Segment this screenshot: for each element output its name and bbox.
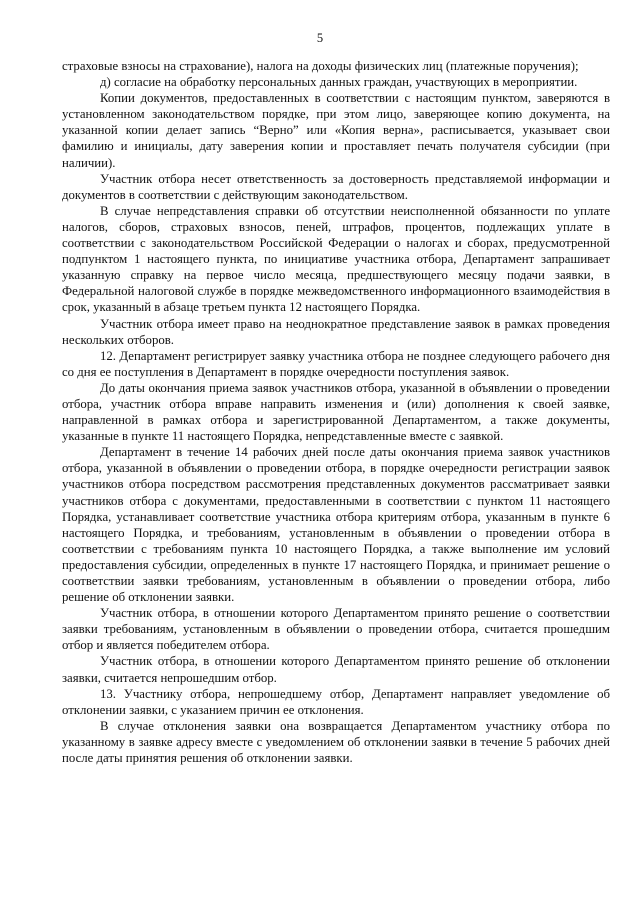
document-body: [62, 58, 610, 766]
paragraph-repeated-applications: Участник отбора имеет право на неоднократное представление заявок в рамках проведения нескольких отборов.: [62, 316, 610, 347]
paragraph-tax-certificate: В случае непредставления справки об отсутствии неисполненной обязанности по уплате налогов, сборов, страховых взносов, пеней, штрафов, процентов, подлежащих уплате в соответствии с законодательством Российской Федерации о налогах и сборах, предусмотренной подпунктом 1 настоящего пункта, по инициативе участника отбора, Департамент запрашивает указанную справку на первое число месяца, предшествующего месяцу подачи заявки, в Федеральной налоговой службе в порядке межведомственного информационного взаимодействия в срок, указанный в абзаце третьем пункта 12 настоящего Порядка.: [62, 203, 610, 315]
paragraph-rejected: Участник отбора, в отношении которого Департаментом принято решение об отклонении заявки, считается непрошедшим отбор.: [62, 654, 610, 685]
paragraph-consent-item: д) согласие на обработку персональных данных граждан, участвующих в мероприятии.: [100, 75, 578, 90]
paragraph-continuation: страховые взносы на страхование), налога на доходы физических лиц (платежные поручения);: [62, 59, 579, 73]
page-number: 5: [316, 31, 324, 45]
paragraph-item-12-registration: 12. Департамент регистрирует заявку участника отбора не позднее следующего рабочего дня со дня ее поступления в Департамент в порядке очередности поступления заявок.: [62, 348, 610, 379]
paragraph-item-13-notification: 13. Участнику отбора, непрошедшему отбор, Департамент направляет уведомление об отклонении заявки, с указанием причин ее отклонения.: [62, 686, 610, 717]
paragraph-document-copies: Копии документов, предоставленных в соответствии с настоящим пунктом, заверяются в установленном законодательством порядке, при этом лицо, заверяющее копию документа, на указанной копии делает запись “Верно” или «Копия верна», расписывается, указывает свои фамилию и инициалы, дату заверения копии и проставляет печать получателя субсидии (при наличии).: [62, 91, 610, 170]
paragraph-review-procedure: Департамент в течение 14 рабочих дней после даты окончания приема заявок участников отбора, указанной в объявлении о проведении отбора, в порядке очередности регистрации заявок участников отбора посредством рассмотрения представленных документов рассматривает заявки участников отбора с документами, предоставленными в соответствии с пунктом 11 настоящего Порядка, устанавливает соответствие участника отбора критериям отбора, указанным в пункте 6 настоящего Порядка, и требованиям, установленным в объявлении о проведении отбора в соответствии с требованиям пункта 10 настоящего Порядка, а также выполнение им условий предоставления субсидии, определенных в пункте 17 настоящего Порядка, и принимает решение о соответствии заявки требованиям, установленным в объявлении о проведении отбора, либо решение об отклонении заявки.: [62, 445, 610, 605]
paragraph-application-changes: До даты окончания приема заявок участников отбора, указанной в объявлении о проведении отбора, участник отбора вправе направить изменения и (или) дополнения к своей заявке, направленной в рамках отбора и зарегистрированной Департаментом, а также документы, указанные в пункте 11 настоящего Порядка, непредставленные вместе с заявкой.: [62, 380, 610, 444]
paragraph-return-application: В случае отклонения заявки она возвращается Департаментом участнику отбора по указанному в заявке адресу вместе с уведомлением об отклонении заявки в течение 5 рабочих дней после даты принятия решения об отклонении заявки.: [62, 718, 610, 766]
paragraph-responsibility: Участник отбора несет ответственность за достоверность представляемой информации и документов в соответствии с действующим законодательством.: [62, 171, 610, 202]
paragraph-winner: Участник отбора, в отношении которого Департаментом принято решение о соответствии заявки требованиям, установленным в объявлении о проведении отбора, считается прошедшим отбор и является победителем отбора.: [62, 606, 610, 653]
